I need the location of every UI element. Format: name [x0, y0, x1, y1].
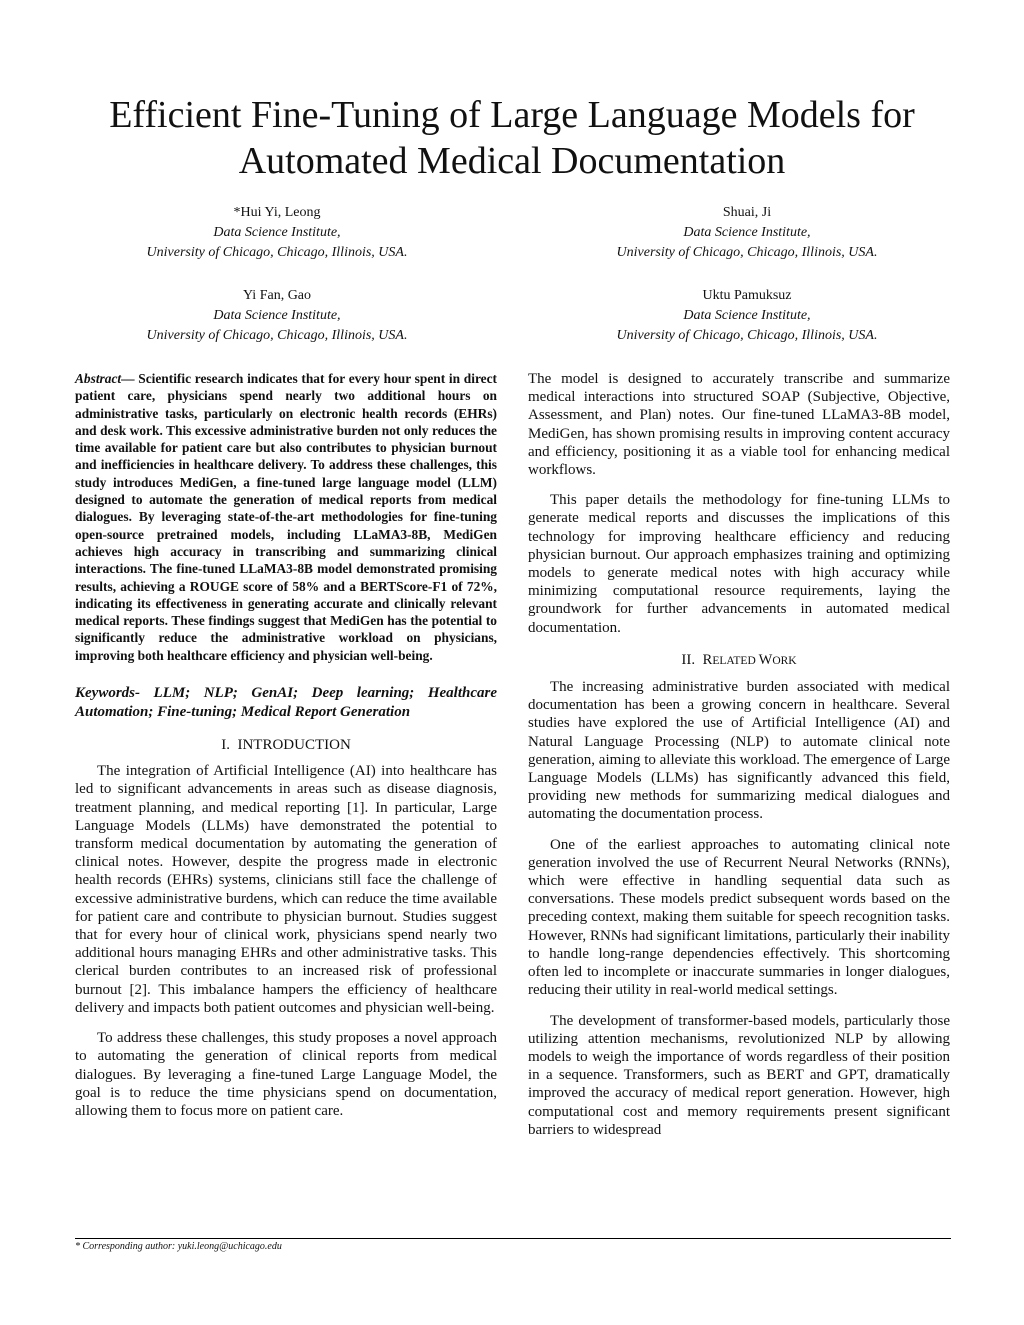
section-title: INTRODUCTION [237, 737, 351, 754]
author-block-4 [527, 286, 967, 346]
intro-paragraph-2: To address these challenges, this study proposes a novel approach to automating the generation of clinical reports from medical dialogues. By leveraging a fine-tuned Large Language Model, the goal is to reduce the time physicians spend on documentation, allowing them to focus more on patient care. [75, 1030, 497, 1119]
paper-title [40, 92, 984, 184]
abstract [75, 370, 497, 664]
related-work-paragraph-1: The increasing administrative burden associated with medical documentation has been a growing concern in healthcare. Several studies have explored the use of Artificial Intelligence (AI) and Natural Language Processing (NLP) to automate clinical note generation, aiming to alleviate this workload. The emergence of Large Language Models (LLMs) has significantly advanced this field, providing new methods for summarizing medical dialogues and automating the documentation process. [528, 679, 950, 823]
related-work-paragraph-2: One of the earliest approaches to automating clinical note generation involved the use of Recurrent Neural Networks (RNNs), which were effective in handling sequential data such as conversations. These models predict subsequent words based on the preceding context, making them suitable for speech recognition tasks. However, RNNs had significant limitations, particularly their inability to handle long-range dependencies effectively. This shortcoming often led to incomplete or inaccurate summaries in longer dialogues, reducing their utility in real-world medical settings. [528, 836, 950, 999]
left-column [75, 370, 497, 1120]
author-affiliation: University of Chicago, Chicago, Illinois, USA. [146, 245, 408, 260]
author-block-3 [57, 286, 497, 346]
author-block-2 [527, 203, 967, 263]
author-affiliation: University of Chicago, Chicago, Illinois, USA. [616, 328, 878, 343]
keywords: Keywords- LLM; NLP; GenAI; Deep learning; Healthcare Automation; Fine-tuning; Medical Report Generation [75, 685, 497, 721]
author-name: Yi Fan, Gao [242, 288, 312, 303]
corresponding-author-footnote: * Corresponding author: yuki.leong@uchicago.edu [75, 1241, 282, 1252]
title-line-1: Efficient Fine-Tuning of Large Language Models for [109, 94, 915, 136]
author-affiliation: Data Science Institute, [213, 308, 341, 323]
author-affiliation: University of Chicago, Chicago, Illinois, USA. [616, 245, 878, 260]
author-affiliation: Data Science Institute, [213, 225, 341, 240]
related-work-paragraph-3: The development of transformer-based models, particularly those utilizing attention mechanisms, revolutionized NLP by allowing models to weigh the importance of words regardless of their position in a sequence. Transformers, such as BERT and GPT, dramatically improved the accuracy of medical report generation. However, high computational cost and memory requirements present significant barriers to widespread [528, 1012, 950, 1138]
right-column [528, 370, 950, 1139]
intro-paragraph-1: The integration of Artificial Intelligence (AI) into healthcare has led to significant advancements in areas such as disease diagnosis, treatment planning, and medical reporting [1]. In particular, Large Language Models (LLMs) have demonstrated the potential to transform medical documentation by automating the generation of clinical notes. However, despite the progress made in electronic health records (EHRs) systems, clinicians still face the challenge of excessive administrative burdens, which can reduce the time available for patient care and contribute to physician burnout. Studies suggest that for every hour of clinical work, physicians spend nearly two additional hours managing EHRs and other administrative tasks. This clerical burden contributes to an increased risk of professional burnout [2]. This imbalance hampers the efficiency of healthcare delivery and impacts both patient outcomes and physician well-being. [75, 763, 497, 1016]
author-affiliation: University of Chicago, Chicago, Illinois, USA. [146, 328, 408, 343]
author-block-1 [57, 203, 497, 263]
footnote-divider [75, 1238, 951, 1239]
author-affiliation: Data Science Institute, [683, 308, 811, 323]
section-heading-related-work: II. RELATED WORK [681, 651, 797, 668]
author-name: *Hui Yi, Leong [233, 205, 321, 220]
author-name: Uktu Pamuksuz [702, 288, 792, 303]
abstract-text: Scientific research indicates that for every hour spent in direct patient care, physicians spend nearly two additional hours on administrative tasks, particularly on electronic health records (EHRs) and desk work. This excessive administrative burden not only reduces the time available for patient care but also contributes to physician burnout and inefficiencies in healthcare delivery. To address these challenges, this study introduces MediGen, a fine-tuned large language model (LLM) designed to automate the generation of medical reports from medical dialogues. By leveraging state-of-the-art methodologies for fine-tuning open-source pretrained models, including LLaMA3-8B, MediGen achieves high accuracy in transcribing and summarizing clinical interactions. The fine-tuned LLaMA3-8B model demonstrated promising results, achieving a ROUGE score of 58% and a BERTScore-F1 of 72%, indicating its effectiveness in generating accurate and clinically relevant medical reports. These findings suggest that MediGen has the potential to significantly reduce the administrative workload on physicians, improving both healthcare efficiency and physician well-being. [75, 371, 497, 663]
abstract-dash: — [121, 371, 135, 386]
section-number: I. [221, 737, 230, 754]
title-line-2: Automated Medical Documentation [238, 140, 786, 182]
section-number: II. [681, 651, 696, 668]
intro-paragraph-3: This paper details the methodology for fine-tuning LLMs to generate medical reports and discusses the implications of this technology for improving healthcare efficiency and reducing physician burnout. Our approach emphasizes training and optimizing models to generate medical notes with high accuracy while minimizing computational resource requirements, laying the groundwork for further advancements in automated medical documentation. [528, 492, 950, 636]
intro-continuation-paragraph: The model is designed to accurately transcribe and summarize medical interactions into structured SOAP (Subjective, Objective, Assessment, and Plan) notes. Our fine-tuned LLaMA3-8B model, MediGen, has shown promising results in improving content accuracy and efficiency, positioning it as a viable tool for enhancing medical workflows. [528, 371, 950, 479]
author-affiliation: Data Science Institute, [683, 225, 811, 240]
abstract-label: Abstract [75, 371, 122, 386]
section-heading-introduction [75, 736, 497, 754]
author-name: Shuai, Ji [722, 205, 772, 220]
